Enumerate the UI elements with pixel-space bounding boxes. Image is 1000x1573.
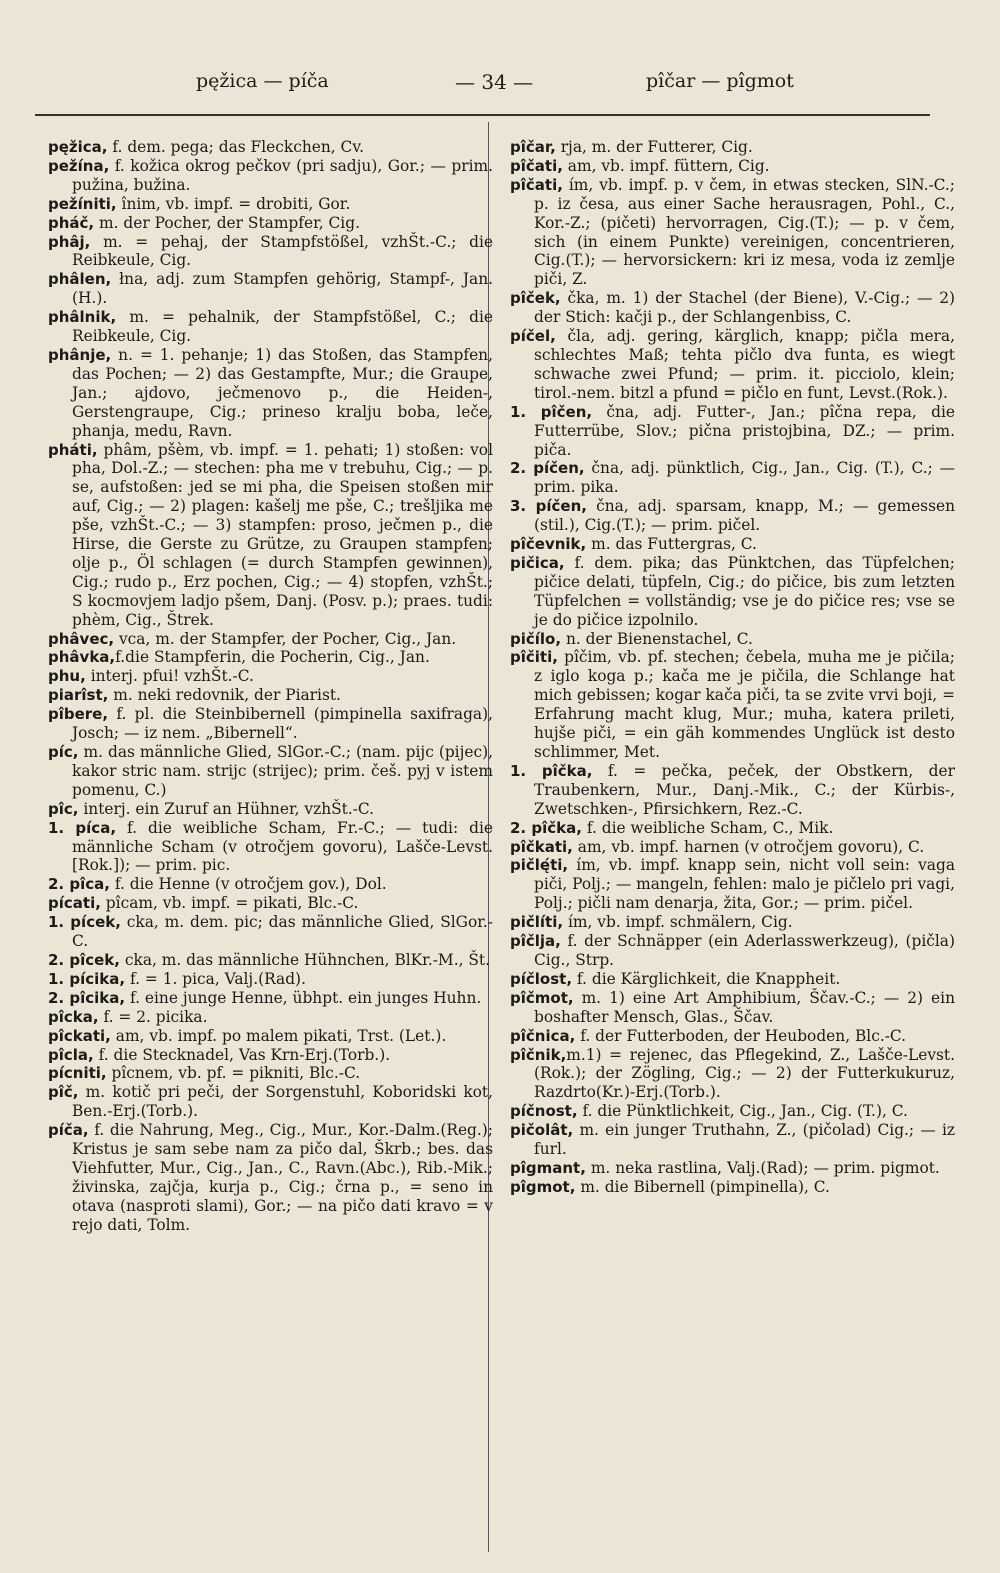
- entry-definition: ím, vb. impf. knapp sein, nicht voll sein: vaga piči, Polj.; — mangeln, fehlen: malo je pičlelo pri vagi, Polj.; pičli nam denarja, žita, Gor.; — prim. pičel.: [534, 856, 955, 913]
- entry-definition: łna, adj. zum Stampfen gehörig, Stampf-, Jan.(H.).: [72, 270, 493, 308]
- dictionary-entry: [48, 1008, 493, 1027]
- entry-headword: phânje,: [48, 345, 112, 364]
- entry-headword: pîc,: [48, 799, 79, 818]
- entry-headword: 1. pîčka,: [510, 761, 593, 780]
- dictionary-entry: [48, 743, 493, 800]
- right-column: [510, 138, 955, 1197]
- entry-headword: 1. píca,: [48, 818, 117, 837]
- dictionary-entry: [48, 157, 493, 195]
- dictionary-entry: [48, 214, 493, 233]
- dictionary-entry: [510, 403, 955, 460]
- entry-definition: f. pl. die Steinbibernell (pimpinella saxifraga), Josch; — iz nem. „Bibernell“.: [72, 705, 493, 743]
- entry-definition: m. = pehalnik, der Stampfstößel, C.; die Reibkeule, Cig.: [72, 308, 493, 346]
- entry-definition: interj. ein Zuruf an Hühner, vzhŠt.-C.: [78, 799, 375, 818]
- entry-headword: phâlnik,: [48, 308, 117, 327]
- entry-headword: 1. pícek,: [48, 913, 121, 932]
- entry-definition: f. die Henne (v otročjem gov.), Dol.: [109, 875, 387, 894]
- dictionary-entry: [48, 894, 493, 913]
- dictionary-entry: [48, 1064, 493, 1083]
- entry-headword: phâlen,: [48, 270, 112, 289]
- entry-headword: pežíniti,: [48, 194, 117, 213]
- entry-definition: f. = 1. pica, Valj.(Rad).: [125, 969, 306, 988]
- dictionary-entry: [510, 1046, 955, 1103]
- entry-definition: cka, m. das männliche Hühnchen, BlKr.-M., Št.: [119, 950, 490, 969]
- entry-headword: 2. pîcek,: [48, 950, 120, 969]
- entry-definition: f. dem. pika; das Pünktchen, das Tüpfelchen; pičice delati, tüpfeln, Cig.; do pičice, bis zum letzten Tüpfelchen = vollständig; vse je do pičice res; vse se je do pičice izpolnilo.: [534, 553, 955, 629]
- entry-headword: 1. pícika,: [48, 969, 126, 988]
- dictionary-entry: [510, 989, 955, 1027]
- dictionary-entry: [510, 648, 955, 761]
- dictionary-entry: [48, 686, 493, 705]
- entry-definition: am, vb. impf. füttern, Cig.: [562, 156, 770, 175]
- entry-headword: pičílo,: [510, 629, 562, 648]
- entry-headword: 2. pîčka,: [510, 818, 582, 837]
- entry-definition: m. neka rastlina, Valj.(Rad); — prim. pigmot.: [585, 1158, 940, 1177]
- entry-definition: n. = 1. pehanje; 1) das Stoßen, das Stampfen, das Pochen; — 2) das Gestampfte, Mur.; die Graupe, Jan.; ajdovo, ječmenovo p., die Heiden-, Gerstengraupe, Cig.; prineso kralju boba, leče, phanja, medu, Ravn.: [72, 345, 493, 440]
- dictionary-entry: [510, 157, 955, 176]
- entry-definition: f. = pečka, peček, der Obstkern, der Traubenkern, Mur., Danj.-Mik., C.; der Kürbis-, Zwetschken-, Pfirsichkern, Rez.-C.: [534, 761, 955, 818]
- entry-headword: phâvka,: [48, 648, 116, 667]
- header-rule: [35, 114, 930, 116]
- dictionary-entry: [510, 535, 955, 554]
- entry-headword: pežína,: [48, 156, 110, 175]
- entry-definition: f. die Pünktlichkeit, Cig., Jan., Cig. (T.), C.: [577, 1102, 908, 1121]
- entry-headword: pîč,: [48, 1083, 79, 1102]
- entry-definition: pîcnem, vb. pf. = pikniti, Blc.-C.: [106, 1064, 361, 1083]
- entry-definition: f. = 2. picika.: [98, 1007, 208, 1026]
- dictionary-entry: [510, 838, 955, 857]
- entry-definition: čna, adj. Futter-, Jan.; pîčna repa, die Futterrübe, Slov.; pična pristojbina, DZ.; — prim. piča.: [534, 402, 955, 459]
- dictionary-entry: [48, 270, 493, 308]
- entry-headword: pîčlja,: [510, 932, 561, 951]
- dictionary-entry: [48, 875, 493, 894]
- entry-definition: m. kotič pri peči, der Sorgenstuhl, Koboridski kot, Ben.-Erj.(Torb.).: [72, 1083, 493, 1121]
- entry-headword: pháti,: [48, 440, 98, 459]
- entry-definition: f. die Kärglichkeit, die Knappheit.: [572, 969, 841, 988]
- entry-definition: m. ein junger Truthahn, Z., (pičolad) Cig.; — iz furl.: [534, 1121, 955, 1159]
- entry-definition: f. eine junge Henne, übhpt. ein junges Huhn.: [125, 988, 482, 1007]
- dictionary-entry: [48, 441, 493, 630]
- entry-definition: f. die weibliche Scham, Fr.-C.; — tudi: die männliche Scham (v otročjem govoru), Lašče-Levst.[Rok.]); — prim. pic.: [72, 818, 493, 875]
- entry-definition: ím, vb. impf. schmälern, Cig.: [563, 913, 793, 932]
- dictionary-entry: [510, 138, 955, 157]
- entry-headword: phu,: [48, 667, 86, 686]
- entry-definition: m. das männliche Glied, SlGor.-C.; (nam. pijc (pijec), kakor stric nam. strijc (strijec); prim. češ. pyj v istem pomenu, C.): [72, 743, 493, 799]
- entry-headword: pîčevnik,: [510, 535, 587, 554]
- left-column: [48, 138, 493, 1235]
- entry-headword: 2. pîca,: [48, 875, 110, 894]
- dictionary-entry: [510, 289, 955, 327]
- dictionary-entry: [48, 819, 493, 876]
- entry-definition: f. der Schnäpper (ein Aderlasswerkzeug), (pičla) Cig., Strp.: [534, 932, 955, 969]
- entry-definition: m. die Bibernell (pimpinella), C.: [575, 1177, 830, 1196]
- entry-headword: pîčati,: [510, 156, 563, 175]
- dictionary-entry: [48, 667, 493, 686]
- entry-definition: f.die Stampferin, die Pocherin, Cig., Jan.: [115, 648, 430, 667]
- entry-headword: pîčati,: [510, 175, 563, 194]
- entry-definition: m. der Pocher, der Stampfer, Cig.: [94, 213, 360, 232]
- entry-headword: pícati,: [48, 894, 101, 913]
- dictionary-entry: [510, 1102, 955, 1121]
- entry-definition: pîcam, vb. impf. = pikati, Blc.-C.: [100, 894, 359, 913]
- entry-headword: pîcla,: [48, 1045, 94, 1064]
- dictionary-entry: [510, 554, 955, 630]
- entry-definition: f. die Stecknadel, Vas Krn-Erj.(Torb.).: [93, 1045, 391, 1064]
- entry-headword: pičica,: [510, 553, 565, 572]
- entry-headword: 3. píčen,: [510, 497, 587, 516]
- entry-headword: pîcka,: [48, 1007, 99, 1026]
- entry-headword: pháč,: [48, 213, 95, 232]
- entry-definition: am, vb. impf. harnen (v otročjem govoru), C.: [572, 837, 925, 856]
- dictionary-entry: [510, 1121, 955, 1159]
- dictionary-entry: [48, 195, 493, 214]
- entry-definition: vca, m. der Stampfer, der Pocher, Cig., Jan.: [114, 629, 457, 648]
- entry-headword: 1. pîčen,: [510, 402, 593, 421]
- entry-definition: čna, adj. pünktlich, Cig., Jan., Cig. (T.), C.; — prim. pika.: [534, 459, 955, 497]
- entry-definition: f. die Nahrung, Meg., Cig., Mur., Kor.-Dalm.(Reg.); Kristus je sam sebe nam za pičo dal, Škrb.; bes. das Viehfutter, Mur., Cig., Jan., C., Ravn.(Abc.), Rib.-Mik.; živinska, zajčja, kurja p., Cig.; črna p., = seno in otava (nasproti slami), Gor.; — na pičo dati kravo = v rejo dati, Tolm.: [72, 1121, 493, 1234]
- entry-definition: čna, adj. sparsam, knapp, M.; — gemessen (stil.), Cig.(T.); — prim. pičel.: [534, 497, 955, 535]
- entry-headword: pîčiti,: [510, 648, 558, 667]
- dictionary-entry: [510, 762, 955, 819]
- dictionary-entry: [48, 1046, 493, 1065]
- entry-headword: pîckati,: [48, 1026, 111, 1045]
- dictionary-entry: [510, 1159, 955, 1178]
- entry-headword: 2. píčen,: [510, 459, 585, 478]
- dictionary-entry: [48, 648, 493, 667]
- entry-definition: rja, m. der Futterer, Cig.: [555, 138, 753, 156]
- entry-headword: pîčar,: [510, 138, 556, 156]
- dictionary-entry: [48, 346, 493, 441]
- entry-definition: n. der Bienenstachel, C.: [561, 629, 753, 648]
- entry-headword: píčel,: [510, 327, 556, 346]
- entry-definition: m. das Futtergras, C.: [586, 535, 757, 554]
- entry-definition: f. die weibliche Scham, C., Mik.: [581, 818, 834, 837]
- dictionary-entry: [48, 308, 493, 346]
- dictionary-entry: [510, 1178, 955, 1197]
- entry-definition: înim, vb. impf. = drobiti, Gor.: [116, 194, 351, 213]
- dictionary-entry: [48, 1027, 493, 1046]
- dictionary-entry: [510, 327, 955, 403]
- entry-definition: f. dem. pega; das Fleckchen, Cv.: [107, 138, 365, 156]
- entry-definition: phâm, pšèm, vb. impf. = 1. pehati; 1) stoßen: vol pha, Dol.-Z.; — stechen: pha me v trebuhu, Cig.; — p. se, aufstoßen: jed se mi pha, die Speisen stoßen mir auf, Cig.; — 2) plagen: kašelj me pše, C.; trešljika me pše, vzhŠt.-C.; — 3) stampfen: proso, ječmen p., die Hirse, die Gerste zu Grütze, zu Graupen stampfen; olje p., Öl schlagen (= durch Stampfen gewinnen), Cig.; rudo p., Erz pochen, Cig.; — 4) stopfen, vzhŠt.; S kocmovjem ladjo pšem, Danj. (Posv. p.); praes. tudi: phèm, Cig., Štrek.: [72, 440, 493, 629]
- header-right-guide-words: pîčar — pîgmot: [646, 70, 794, 92]
- entry-headword: pičolât,: [510, 1121, 574, 1140]
- entry-definition: f. kožica okrog pečkov (pri sadju), Gor.; — prim. pužina, bužina.: [72, 156, 493, 194]
- entry-headword: píča,: [48, 1121, 89, 1140]
- entry-definition: m. neki redovnik, der Piarist.: [108, 686, 341, 705]
- dictionary-entry: [48, 951, 493, 970]
- entry-definition: čka, m. 1) der Stachel (der Biene), V.-Cig.; — 2) der Stich: kačji p., der Schlangenbiss, C.: [534, 289, 955, 327]
- entry-definition: m. = pehaj, der Stampfstößel, vzhŠt.-C.; die Reibkeule, Cig.: [72, 232, 493, 270]
- page-header: [0, 70, 1000, 110]
- entry-headword: pîčnik,: [510, 1045, 567, 1064]
- entry-headword: pičlę́ti,: [510, 856, 569, 875]
- dictionary-entry: [48, 138, 493, 157]
- entry-headword: pîgmant,: [510, 1158, 586, 1177]
- dictionary-entry: [48, 1083, 493, 1121]
- dictionary-entry: [48, 970, 493, 989]
- entry-headword: pęžica,: [48, 138, 108, 156]
- dictionary-entry: [510, 630, 955, 649]
- dictionary-entry: [510, 970, 955, 989]
- dictionary-entry: [48, 233, 493, 271]
- dictionary-entry: [510, 819, 955, 838]
- entry-definition: interj. pfui! vzhŠt.-C.: [85, 667, 254, 686]
- dictionary-entry: [510, 856, 955, 913]
- entry-definition: am, vb. impf. po malem pikati, Trst. (Let.).: [110, 1026, 447, 1045]
- entry-headword: pîčnica,: [510, 1026, 576, 1045]
- entry-definition: ím, vb. impf. p. v čem, in etwas stecken, SlN.-C.; p. iz česa, aus einer Sache herausragen, Pohl., C., Kor.-Z.; (pičeti) hervorragen, Cig.(T.); — p. v čem, sich (in einem Punkte) vereinigen, concentrieren, Cig.(T.); — hervorsickern: kri iz mesa, voda iz zemlje piči, Z.: [534, 175, 955, 289]
- dictionary-entry: [510, 932, 955, 970]
- entry-definition: cka, m. dem. pic; das männliche Glied, SlGor.-C.: [72, 913, 493, 951]
- dictionary-entry: [510, 176, 955, 289]
- entry-definition: m.1) = rejenec, das Pflegekind, Z., Lašče-Levst.(Rok.); der Zögling, Cig.; — 2) der Futterkukuruz, Razdrto(Kr.)-Erj.(Torb.).: [534, 1045, 955, 1102]
- dictionary-entry: [48, 630, 493, 649]
- entry-headword: píc,: [48, 743, 79, 761]
- entry-headword: pîček,: [510, 289, 561, 308]
- entry-headword: píčnost,: [510, 1102, 578, 1121]
- dictionary-entry: [48, 800, 493, 819]
- entry-headword: pícniti,: [48, 1064, 107, 1083]
- entry-headword: piarîst,: [48, 686, 109, 705]
- entry-headword: píčlost,: [510, 969, 573, 988]
- entry-headword: pîčmot,: [510, 988, 574, 1007]
- entry-headword: 2. pîcika,: [48, 988, 126, 1007]
- dictionary-entry: [48, 913, 493, 951]
- entry-definition: pîčim, vb. pf. stechen; čebela, muha me je pičila; z iglo koga p.; kača me je pičila, die Schlange hat mich gebissen; kogar kača piči, ta se zvite vrvi boji, = Erfahrung macht klug, Mur.; muha, katera prileti, hujše piči, = ein gäh kommendes Unglück ist desto schlimmer, Met.: [534, 648, 955, 761]
- entry-headword: pîbere,: [48, 705, 109, 724]
- dictionary-entry: [48, 989, 493, 1008]
- page-number: — 34 —: [455, 70, 534, 94]
- entry-definition: f. der Futterboden, der Heuboden, Blc.-C.: [575, 1026, 907, 1045]
- dictionary-entry: [510, 1027, 955, 1046]
- header-left-guide-words: pęžica — píča: [196, 70, 329, 92]
- dictionary-entry: [510, 913, 955, 932]
- entry-headword: pîgmot,: [510, 1177, 576, 1196]
- entry-definition: m. 1) eine Art Amphibium, Ščav.-C.; — 2) ein boshafter Mensch, Glas., Ščav.: [534, 988, 955, 1026]
- dictionary-entry: [48, 1121, 493, 1234]
- entry-headword: pičlíti,: [510, 913, 564, 932]
- entry-headword: phâvec,: [48, 629, 115, 648]
- entry-headword: pîčkati,: [510, 837, 573, 856]
- entry-definition: čla, adj. gering, kärglich, knapp; pičla mera, schlechtes Maß; tehta pičlo dva funta, es wiegt schwache zwei Pfund; — prim. it. picciolo, klein; tirol.-nem. bitzl a pfund = pičlo en funt, Levst.(Rok.).: [534, 327, 955, 402]
- dictionary-entry: [48, 705, 493, 743]
- dictionary-entry: [510, 497, 955, 535]
- dictionary-entry: [510, 459, 955, 497]
- entry-headword: phâj,: [48, 232, 91, 251]
